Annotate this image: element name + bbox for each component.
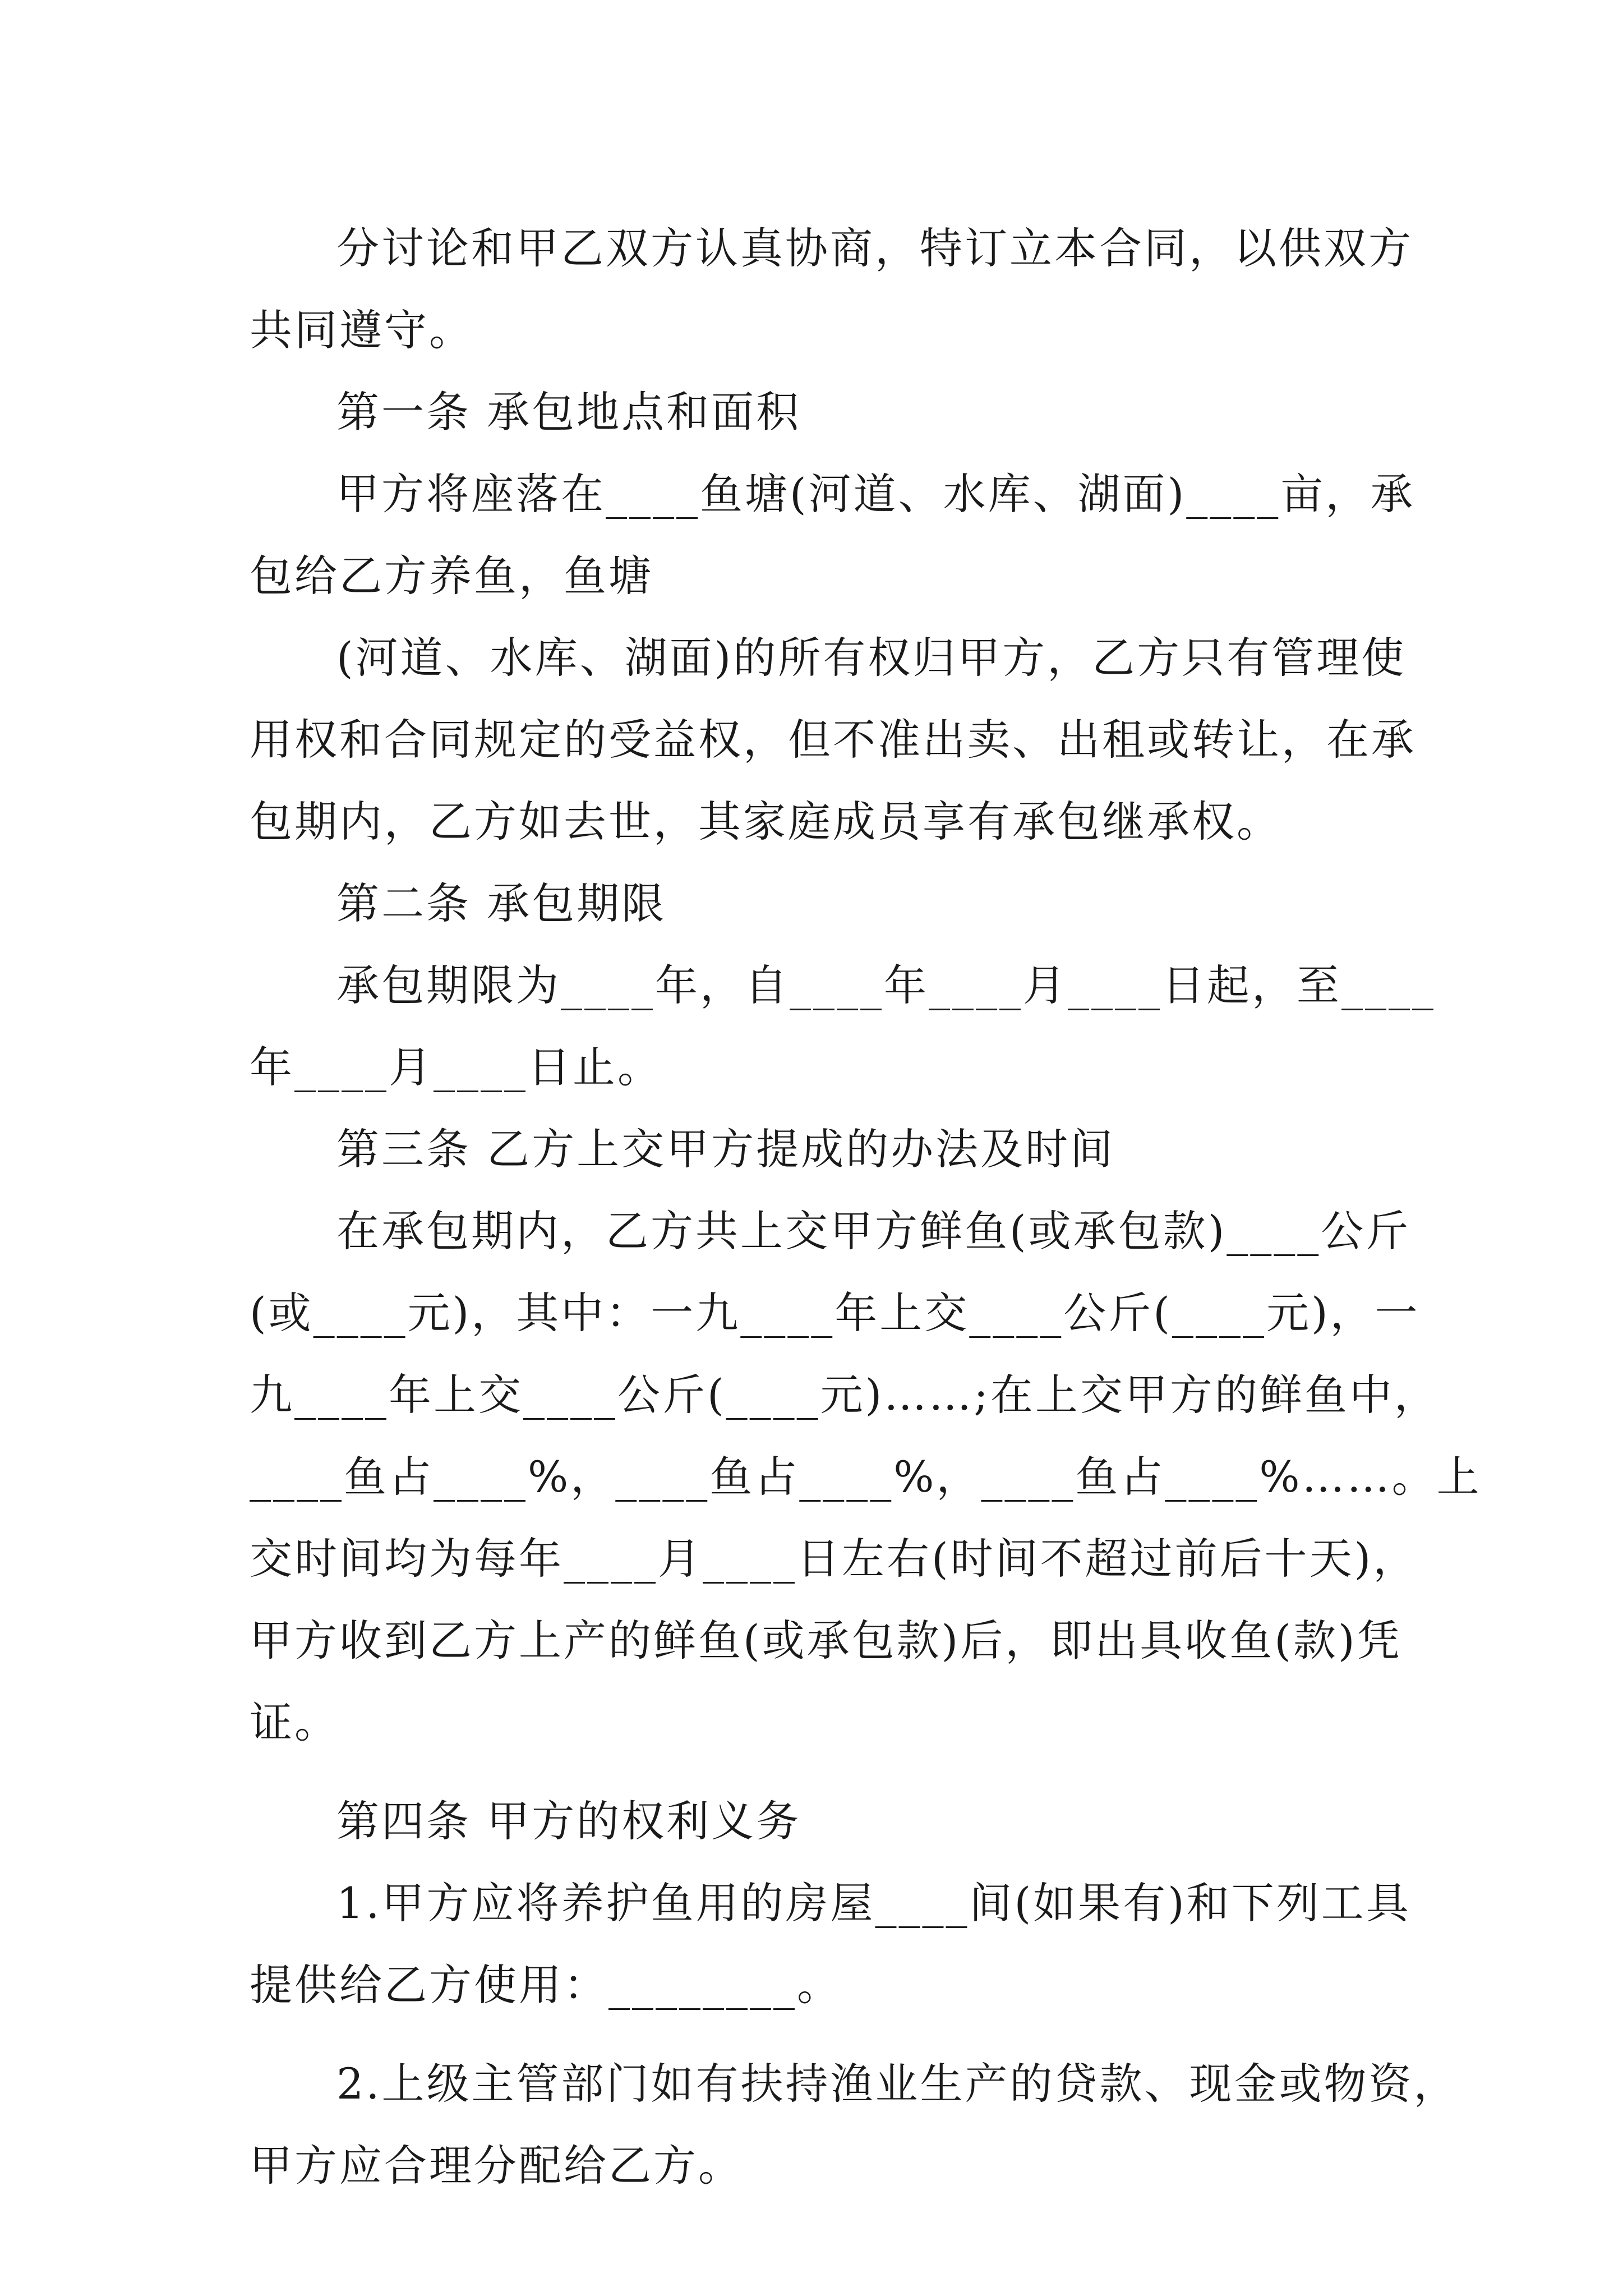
article-heading: 第四条 甲方的权利义务 bbox=[336, 1796, 801, 1846]
article-heading: 第一条 承包地点和面积 bbox=[336, 387, 801, 437]
paragraph-line: 共同遵守。 bbox=[250, 305, 474, 355]
paragraph-line: 在承包期内，乙方共上交甲方鲜鱼(或承包款)____公斤 bbox=[336, 1206, 1411, 1256]
contract-text bbox=[250, 208, 1482, 2207]
paragraph-line: ____鱼占____%，____鱼占____%，____鱼占____%……。上 bbox=[250, 1452, 1482, 1502]
paragraph-line: 承包期限为____年，自____年____月____日起，至____ bbox=[336, 960, 1436, 1010]
paragraph-line: 九____年上交____公斤(____元)……;在上交甲方的鲜鱼中， bbox=[250, 1370, 1439, 1420]
article-heading: 第二条 承包期限 bbox=[336, 878, 667, 928]
paragraph-line: 提供给乙方使用：________。 bbox=[250, 1960, 842, 2010]
paragraph-line: (或____元)，其中：一九____年上交____公斤(____元)，一 bbox=[250, 1288, 1420, 1338]
paragraph-line: 证。 bbox=[250, 1697, 339, 1747]
paragraph-line: 包期内，乙方如去世，其家庭成员享有承包继承权。 bbox=[250, 797, 1281, 846]
paragraph-line: 甲方收到乙方上产的鲜鱼(或承包款)后，即出具收鱼(款)凭 bbox=[250, 1616, 1402, 1665]
paragraph-line: (河道、水库、湖面)的所有权归甲方，乙方只有管理使 bbox=[336, 633, 1407, 683]
paragraph-line: 年____月____日止。 bbox=[250, 1042, 662, 1092]
paragraph-line: 甲方将座落在____鱼塘(河道、水库、湖面)____亩，承 bbox=[336, 469, 1415, 519]
article-heading: 第三条 乙方上交甲方提成的办法及时间 bbox=[336, 1124, 1115, 1174]
paragraph-line: 甲方应合理分配给乙方。 bbox=[250, 2141, 743, 2191]
paragraph-line: 包给乙方养鱼，鱼塘 bbox=[250, 551, 653, 601]
paragraph-line: 分讨论和甲乙双方认真协商，特订立本合同，以供双方 bbox=[336, 223, 1413, 273]
paragraph-line: 2.上级主管部门如有扶持渔业生产的贷款、现金或物资， bbox=[336, 2059, 1459, 2109]
paragraph-line: 用权和合同规定的受益权，但不准出卖、出租或转让，在承 bbox=[250, 715, 1416, 765]
paragraph-line: 交时间均为每年____月____日左右(时间不超过前后十天)， bbox=[250, 1534, 1418, 1584]
paragraph-line: 1.甲方应将养护鱼用的房屋____间(如果有)和下列工具 bbox=[336, 1878, 1411, 1928]
